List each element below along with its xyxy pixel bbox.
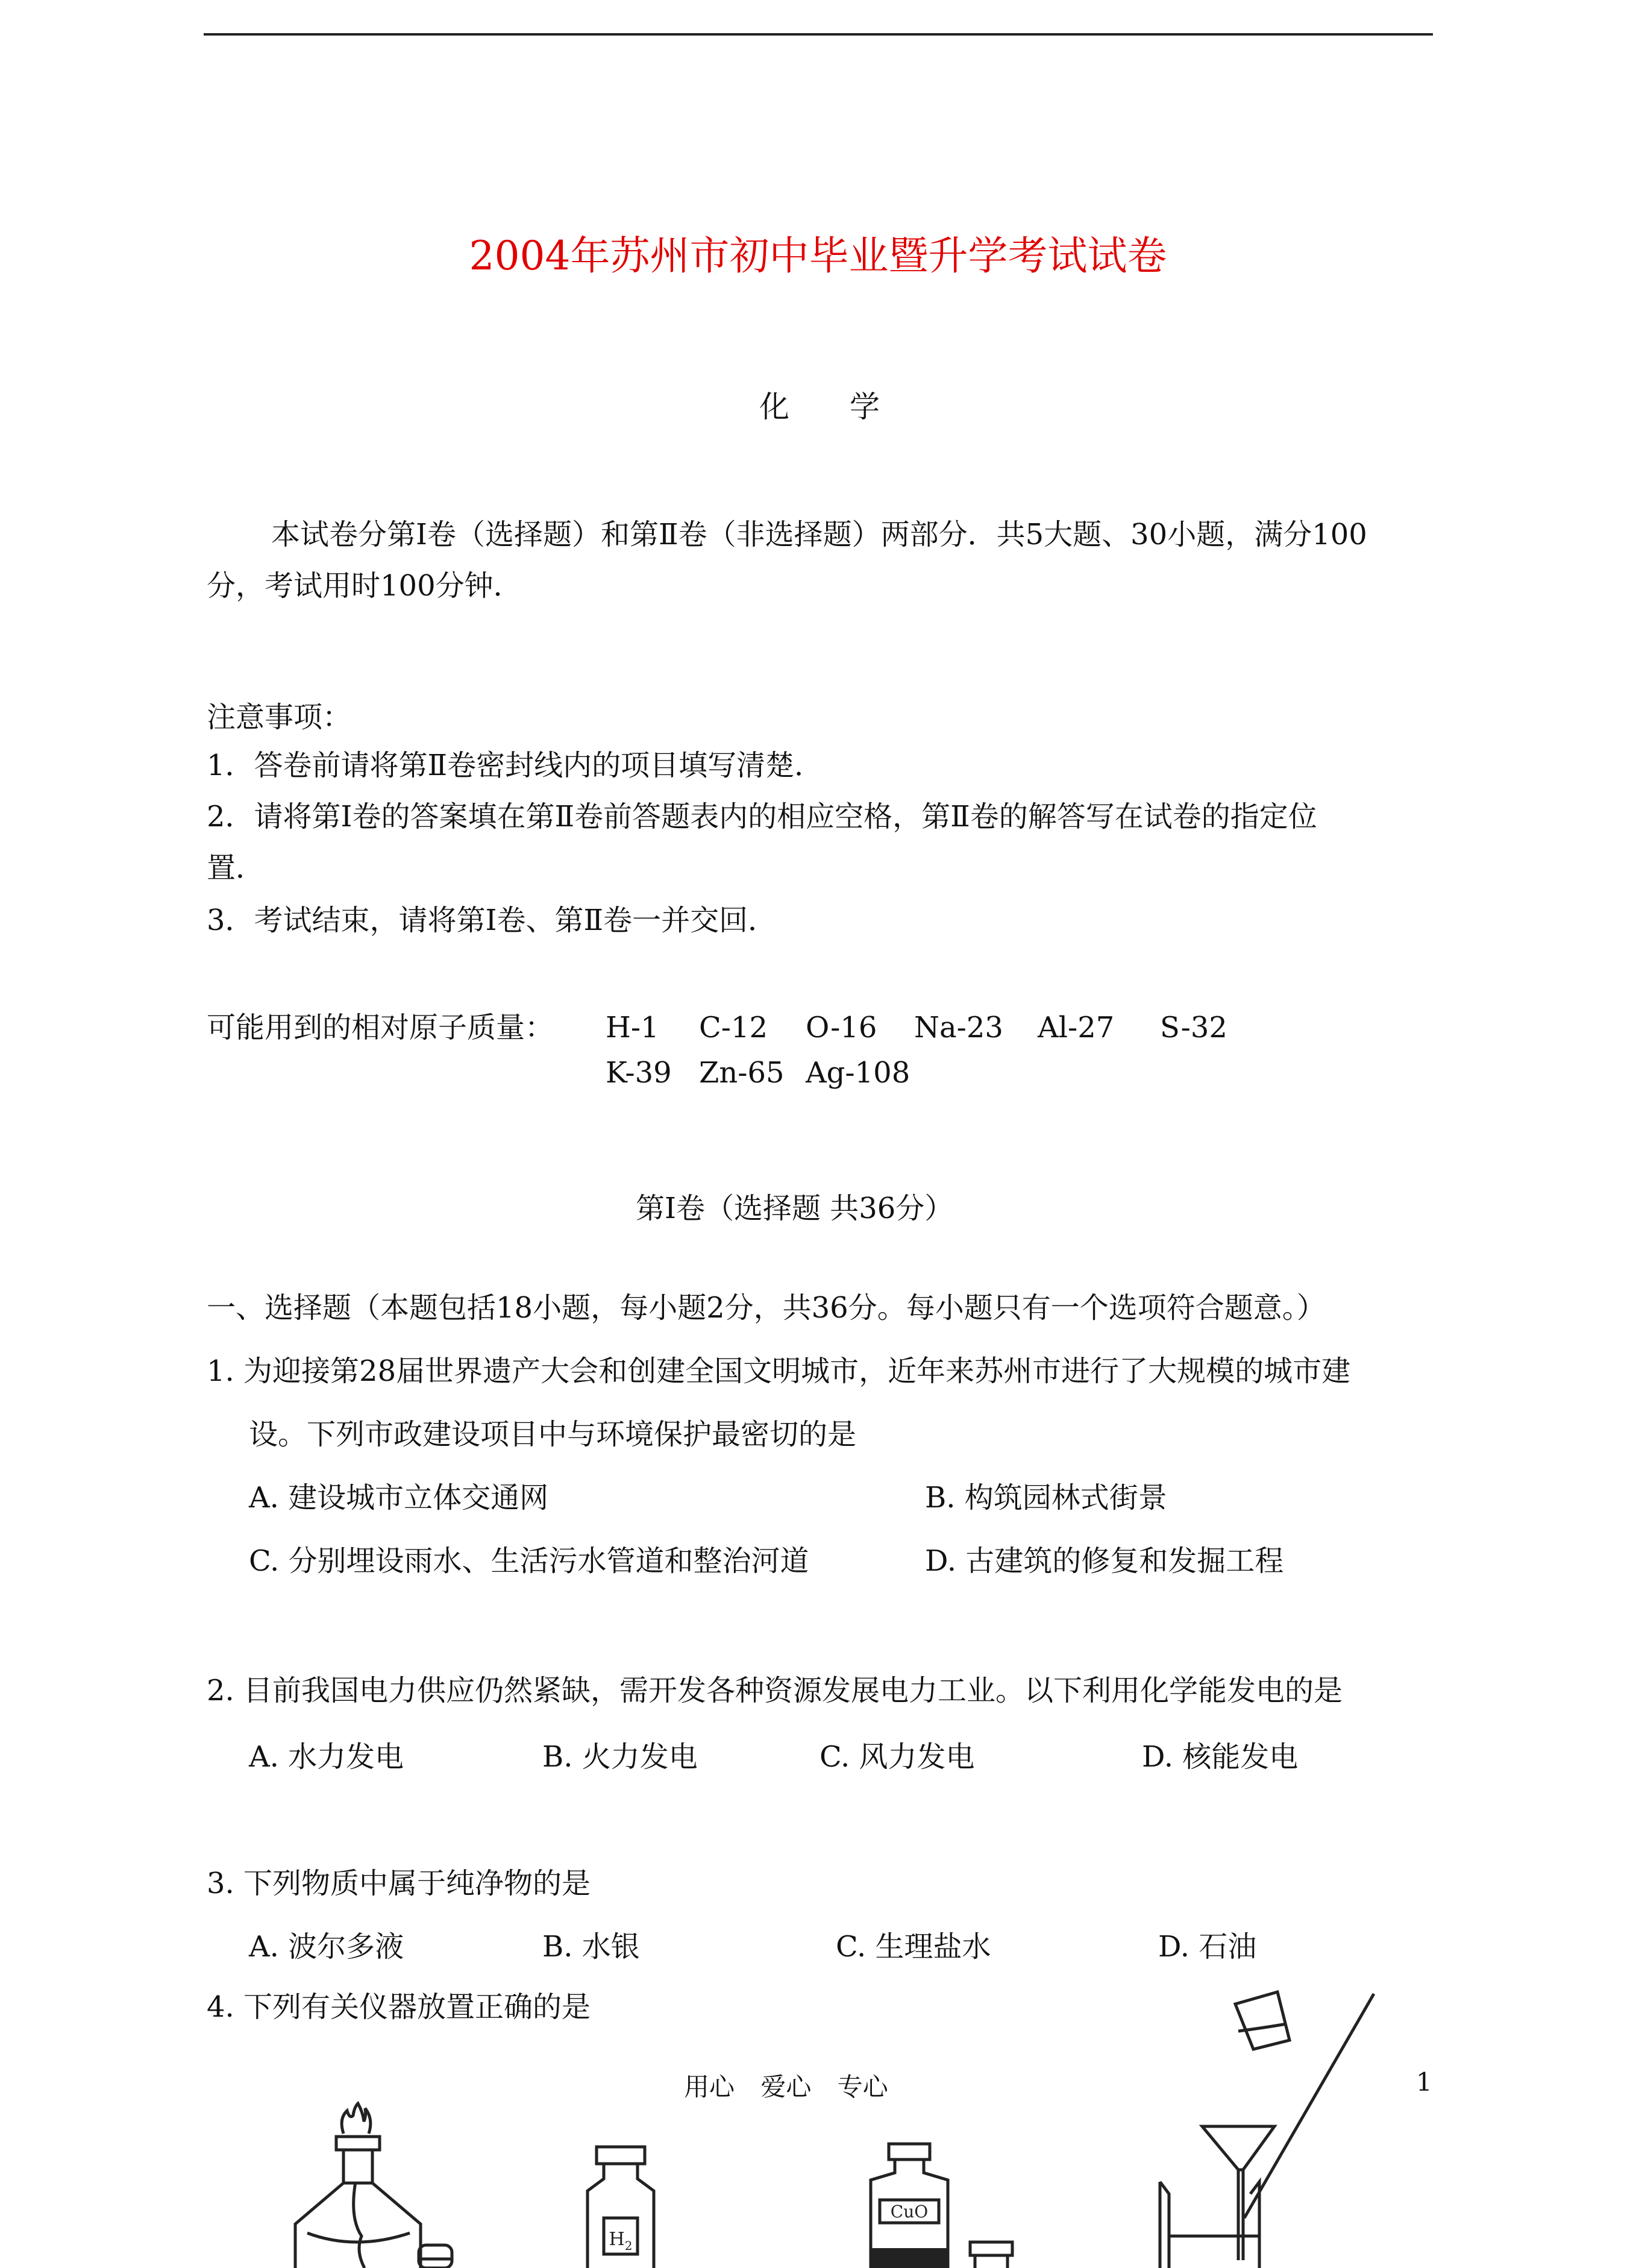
exam-title: 2004年苏州市初中毕业暨升学考试试卷 xyxy=(469,233,1167,279)
question-4-stem: 4. 下列有关仪器放置正确的是 xyxy=(207,1990,591,2024)
svg-text:H2 xyxy=(609,2229,633,2253)
atomic-mass-item: Zn-65 xyxy=(699,1056,785,1090)
alcohol-lamp-figure xyxy=(283,2103,464,2268)
note-item-continuation: 置． xyxy=(207,851,265,885)
question-3-stem: 3. 下列物质中属于纯净物的是 xyxy=(207,1867,591,1900)
note-item: 3．考试结束，请将第Ⅰ卷、第Ⅱ卷一并交回． xyxy=(207,903,777,937)
atomic-mass-item: H-1 xyxy=(606,1011,659,1044)
atomic-mass-item: K-39 xyxy=(606,1056,672,1090)
h2-bottle-label: H xyxy=(609,2229,625,2250)
q2-option-b[interactable]: B. 火力发电 xyxy=(542,1740,698,1774)
atomic-mass-item: Ag-108 xyxy=(806,1056,910,1090)
q3-option-d[interactable]: D. 石油 xyxy=(1158,1930,1257,1964)
section-title: 一、选择题（本题包括18小题，每小题2分，共36分。每小题只有一个选项符合题意。） xyxy=(207,1291,1326,1325)
footer-text: 用心 爱心 专心 xyxy=(684,2072,888,2102)
q3-option-a[interactable]: A. 波尔多液 xyxy=(249,1930,404,1964)
q1-option-b[interactable]: B. 构筑园林式街景 xyxy=(925,1481,1167,1515)
q3-option-c[interactable]: C. 生理盐水 xyxy=(836,1930,991,1964)
filtration-setup-figure xyxy=(1154,1989,1383,2268)
notes-heading: 注意事项： xyxy=(207,700,352,734)
q1-option-d[interactable]: D. 古建筑的修复和发掘工程 xyxy=(925,1544,1284,1578)
q1-option-a[interactable]: A. 建设城市立体交通网 xyxy=(249,1481,549,1515)
atomic-mass-item: C-12 xyxy=(699,1011,768,1044)
page-number: 1 xyxy=(1416,2067,1432,2097)
note-item: 2．请将第Ⅰ卷的答案填在第Ⅱ卷前答题表内的相应空格，第Ⅱ卷的解答写在试卷的指定位 xyxy=(207,800,1317,834)
intro-line-1: 本试卷分第Ⅰ卷（选择题）和第Ⅱ卷（非选择题）两部分．共5大题、30小题，满分100 xyxy=(271,518,1367,551)
question-1-stem-cont: 设。下列市政建设项目中与环境保护最密切的是 xyxy=(249,1418,857,1451)
atomic-mass-item: Al-27 xyxy=(1038,1011,1115,1044)
atomic-mass-item: Na-23 xyxy=(914,1011,1003,1044)
note-item: 1．答卷前请将第Ⅱ卷密封线内的项目填写清楚． xyxy=(207,749,824,782)
h2-bottle-subscript: 2 xyxy=(624,2238,633,2253)
q2-option-d[interactable]: D. 核能发电 xyxy=(1142,1740,1299,1774)
question-1-stem: 1. 为迎接第28届世界遗产大会和创建全国文明城市，近年来苏州市进行了大规模的城市建 xyxy=(207,1354,1351,1388)
q2-option-a[interactable]: A. 水力发电 xyxy=(249,1740,404,1774)
part1-heading: 第Ⅰ卷（选择题 共36分） xyxy=(636,1192,954,1225)
gas-bottle-h2-figure xyxy=(585,2146,669,2268)
subject-title: 化学 xyxy=(759,389,940,424)
atomic-mass-label: 可能用到的相对原子质量： xyxy=(207,1011,554,1044)
intro-line-2: 分，考试用时100分钟． xyxy=(207,569,522,603)
header-rule xyxy=(204,33,1433,36)
reagent-bottle-cuo-figure xyxy=(868,2143,1024,2268)
q3-option-b[interactable]: B. 水银 xyxy=(542,1930,640,1964)
q2-option-c[interactable]: C. 风力发电 xyxy=(820,1740,975,1774)
atomic-mass-item: S-32 xyxy=(1160,1011,1227,1044)
atomic-mass-item: O-16 xyxy=(806,1011,877,1044)
question-2-stem: 2. 目前我国电力供应仍然紧缺，需开发各种资源发展电力工业。以下利用化学能发电的是 xyxy=(207,1674,1343,1707)
q1-option-c[interactable]: C. 分别埋设雨水、生活污水管道和整治河道 xyxy=(249,1544,809,1578)
cuo-bottle-label: CuO xyxy=(890,2202,929,2222)
